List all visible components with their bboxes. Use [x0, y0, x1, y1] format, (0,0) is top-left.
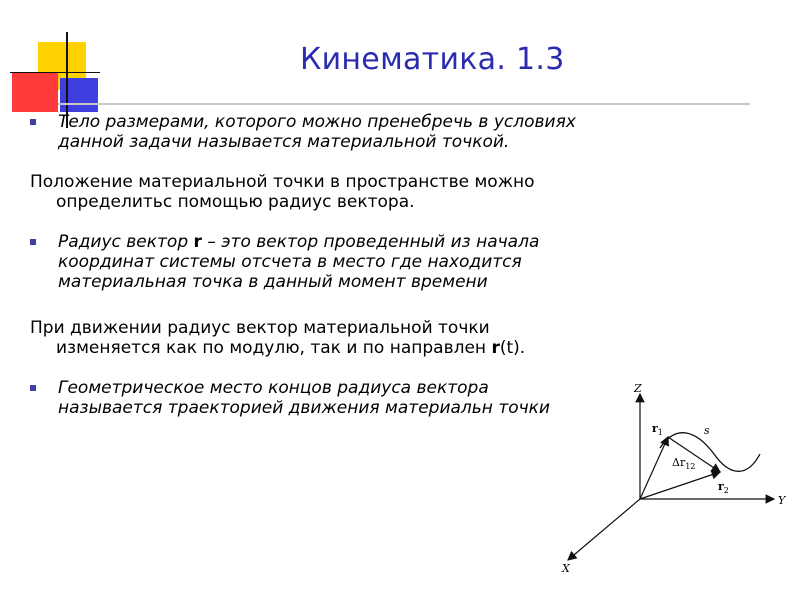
paragraph-trajectory	[30, 378, 590, 418]
paragraph-text-before: При движении радиус вектор материальной точки изменяется как по модулю, так и по направлен	[30, 318, 492, 358]
axis-z-label: Z	[634, 382, 642, 395]
path-label-s: s	[704, 424, 710, 437]
vector-r2	[640, 472, 720, 499]
paragraph-text-before: Радиус вектор	[58, 232, 194, 252]
axis-y-label: Y	[778, 494, 786, 507]
deco-square-red	[12, 72, 58, 112]
paragraph-text-after: (t).	[499, 338, 526, 358]
trajectory-diagram	[556, 374, 796, 584]
deco-line-horizontal	[10, 72, 100, 73]
paragraph-text: Геометрическое место концов радиуса вектора называется траекторией движения материальн точки	[58, 378, 550, 418]
label-delta-r12: $\Delta r_{12}$	[672, 456, 696, 471]
vector-r-symbol: r	[193, 232, 202, 252]
paragraph-position	[30, 172, 590, 212]
axis-x-label: X	[562, 562, 570, 575]
bullet-icon	[30, 239, 36, 245]
paragraph-material-point	[30, 112, 590, 152]
paragraph-text: Положение материальной точки в пространстве можно определитьс помощью радиус вектора.	[30, 172, 535, 212]
label-r2: $r_2$	[718, 480, 729, 495]
label-r1: $r_1$	[652, 422, 663, 437]
title-divider	[58, 103, 750, 105]
paragraph-text: Тело размерами, которого можно пренебречь в условиях данной задачи называется материальной точкой.	[58, 112, 576, 152]
paragraph-motion	[30, 318, 590, 358]
axis-x-line	[568, 499, 640, 560]
bullet-icon	[30, 119, 36, 125]
bullet-icon	[30, 385, 36, 391]
paragraph-radius-vector	[30, 232, 590, 292]
vector-r1	[640, 437, 668, 499]
vector-r-symbol: r	[491, 338, 500, 358]
paragraph-text-after: – это вектор проведенный из начала координат системы отсчета в место где находится материальная точка в данный момент времени	[58, 232, 540, 292]
slide-content	[30, 112, 590, 418]
page-title: Кинематика. 1.3	[300, 42, 565, 77]
